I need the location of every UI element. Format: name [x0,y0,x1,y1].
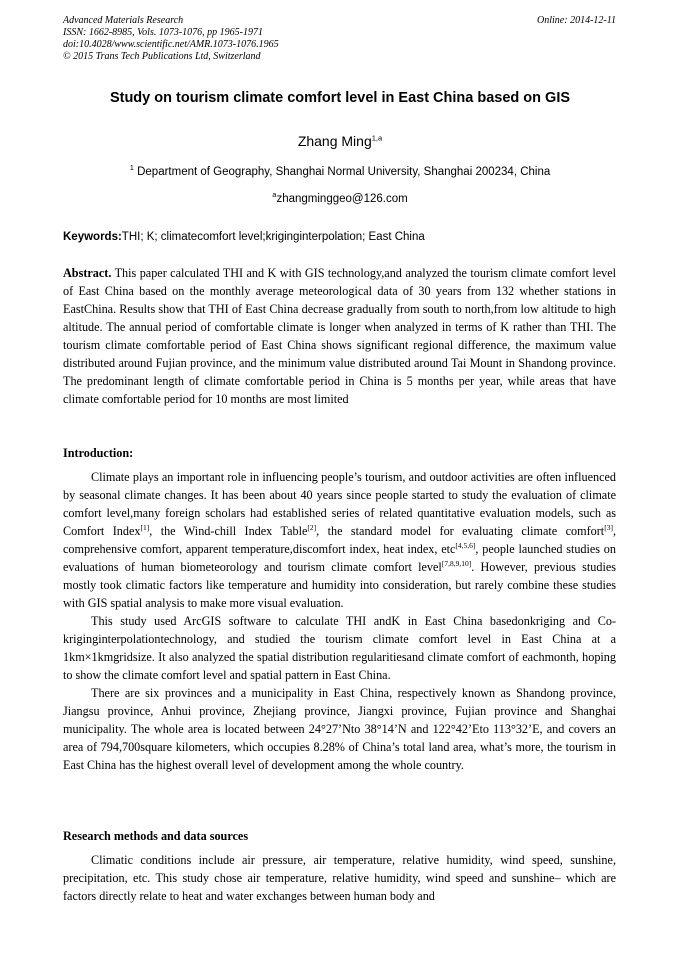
intro-p1-text-d: , comprehensive comfort, apparent temperature,discomfort index, heat index, etc [63,524,616,556]
intro-p1-text-a: Climate plays an important role in influencing people’s tourism, and outdoor activities are often influenced by seasonal climate changes. It has been about 40 years since people started to study the evaluation of climate comfort level,many foreign scholars had established series of related quantitative evaluation models, such as Comfort Index [63,470,616,538]
author-name: Zhang Ming [297,133,372,149]
author-email [40,190,640,205]
intro-paragraph-3: There are six provinces and a municipality in East China, respectively known as Shandong province, Jiangsu province, Anhui province, Zhejiang province, Jiangxi province, Fujian province and Shanghai municipality. The whole area is located between 24°27’Nto 38°14’N and 122°42’Eto 113°32’E, and covers an area of 794,700square kilometers, which occupies 8.28% of China’s total land area, what’s more, the tourism in East China has the highest overall level of development among the whole country. [63,686,616,772]
methods-paragraph-1: Climatic conditions include air pressure, air temperature, relative humidity, wind speed, sunshine, precipitation, etc. This study chose air temperature, relative humidity, wind speed and sunshine– which are factors directly relate to heat and water exchanges between human body and [63,853,616,903]
affiliation-sup: 1 [129,163,134,173]
intro-paragraph-1 [63,468,616,612]
introduction-section [63,468,616,774]
methods-heading: Research methods and data sources [63,829,249,843]
paper-title: Study on tourism climate comfort level in East China based on GIS [109,90,571,106]
email-sup: a [272,190,277,200]
abstract-label: Abstract. [63,266,112,280]
journal-doi: doi:10.4028/www.scientific.net/AMR.1073-1076.1965 [63,39,279,50]
abstract [63,264,616,408]
journal-copyright: © 2015 Trans Tech Publications Ltd, Switzerland [63,51,261,62]
introduction-heading: Introduction: [63,446,134,460]
journal-name: Advanced Materials Research [63,15,184,26]
citation-4: [4,5,6] [455,540,476,550]
journal-issn: ISSN: 1662-8985, Vols. 1073-1076, pp 1965-1971 [63,27,263,38]
intro-p1-text-b: , the Wind-chill Index Table [149,524,308,538]
intro-p1-text-e: , people launched studies on evaluations of human biometeorology and tourism climate comfort level [63,542,616,574]
intro-p1-text-f: . However, previous studies mostly took climatic factors like temperature and humidity into consideration, but rarely combine these studies with GIS spatial analysis to make more visual evaluation. [63,560,616,610]
affiliation-text: Department of Geography, Shanghai Normal University, Shanghai 200234, China [137,166,551,178]
author-line [40,133,640,149]
intro-p1-text-c: , the standard model for evaluating climate comfort [316,524,605,538]
abstract-text: This paper calculated THI and K with GIS technology,and analyzed the tourism climate comfort level of East China based on the monthly average meteorological data of 30 years from 132 whether stations in EastChina. Results show that THI of East China decrease gradually from south to north,from low altitude to high altitude. The annual period of comfortable climate is longer when analyzed in terms of K rather than THI. The tourism climate comfortable period of East China shows significant regional difference, the maximum value distributed around Fujian province, and the minimum value distributed around Tai Mount in Shandong province. The predominant length of climate comfortable period in China is 5 months per year, while areas that have climate comfortable period for 10 months are most limited [63,266,616,406]
author-sup: 1,a [371,133,383,143]
online-date: Online: 2014-12-11 [537,15,616,26]
keywords [63,231,616,243]
citation-2: [2] [307,522,317,532]
citation-5: [7,8,9,10] [441,558,472,568]
keywords-label: Keywords: [63,231,122,243]
citation-1: [1] [140,522,150,532]
methods-section [63,851,616,905]
email-text: zhangminggeo@126.com [276,193,408,205]
journal-header [63,15,616,63]
affiliation [40,163,640,178]
intro-paragraph-2: This study used ArcGIS software to calculate THI andK in East China basedonkriging and Co-kriginginterpolationtechnology, and studied the tourism climate comfort level in East China at a 1km×1kmgridsize. It also analyzed the spatial distribution regularitiesand climate comfort of eachmonth, hoping to show the climate comfort level and spatial pattern in East China. [63,614,616,682]
keywords-text: THI; K; climatecomfort level;kriginginterpolation; East China [121,231,425,243]
citation-3: [3] [604,522,613,532]
